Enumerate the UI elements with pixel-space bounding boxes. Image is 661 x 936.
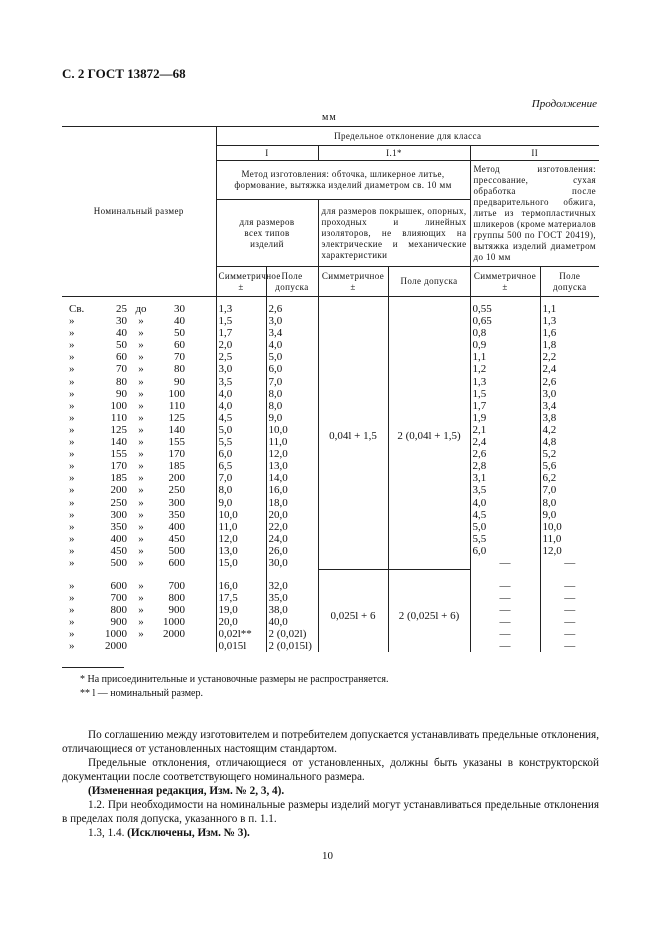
nominal-size-cell	[62, 509, 216, 521]
class-i-field-cell: 2 (0,015l)	[266, 640, 318, 652]
class-ii-sym-cell: —	[470, 616, 540, 628]
nominal-size-cell	[62, 545, 216, 557]
class-i-sym-cell: 1,3	[216, 303, 266, 315]
row-separator: »	[138, 520, 144, 533]
class-i-header: I	[216, 146, 318, 161]
class-i-sym-cell: 2,0	[216, 339, 266, 351]
class-ii-field-cell: —	[540, 616, 599, 628]
size-to: 125	[168, 411, 185, 424]
size-from: 185	[110, 472, 127, 485]
class-i-field-cell: 40,0	[266, 616, 318, 628]
unit-label: мм	[322, 112, 337, 123]
size-from: 125	[110, 423, 127, 436]
class-i-field-cell: 2,6	[266, 303, 318, 315]
row-separator: до	[135, 303, 147, 315]
size-to: 140	[168, 423, 185, 436]
class-i-sym-cell: 6,0	[216, 448, 266, 460]
class-ii-sym-cell: —	[470, 604, 540, 616]
size-to: 30	[174, 303, 185, 315]
class-i-sym-cell: 4,0	[216, 388, 266, 400]
row-separator: »	[138, 327, 144, 340]
size-to: 900	[168, 603, 185, 616]
class-i-sym-cell: 2,5	[216, 351, 266, 363]
row-prefix: »	[69, 532, 75, 545]
class-i-field-cell: 24,0	[266, 533, 318, 545]
paragraph-1-3-excluded: (Исключены, Изм. № 3).	[127, 827, 250, 839]
class-i-sym-cell: 8,0	[216, 484, 266, 496]
footnote-rule	[62, 667, 124, 668]
continuation-label: Продолжение	[531, 98, 597, 110]
size-to: 700	[168, 579, 185, 592]
nominal-size-cell	[62, 388, 216, 400]
row-separator: »	[138, 508, 144, 521]
row-prefix: »	[69, 591, 75, 604]
row-separator: »	[138, 615, 144, 628]
row-separator: »	[138, 436, 144, 449]
class-ii-sym-cell: 1,2	[470, 363, 540, 375]
class-ii-sym-cell: —	[470, 557, 540, 569]
class-i-sym-cell: 7,0	[216, 472, 266, 484]
size-to: 300	[168, 496, 185, 509]
class-i1-field-cell: 2 (0,025l + 6)	[388, 580, 470, 653]
size-from: 700	[110, 591, 127, 604]
size-from: 1000	[105, 627, 127, 640]
col-i1-field: Поле допуска	[388, 267, 470, 297]
size-from: 40	[116, 327, 127, 340]
col-ii-field: Поле допуска	[540, 267, 599, 297]
class-i-field-cell: 32,0	[266, 580, 318, 592]
class-i-sym-cell: 5,5	[216, 436, 266, 448]
class-ii-field-cell: 1,1	[540, 303, 599, 315]
size-from: 25	[116, 303, 127, 315]
size-to: 155	[168, 436, 185, 449]
class-i-field-cell: 4,0	[266, 339, 318, 351]
row-prefix: »	[69, 615, 75, 628]
class-i-sym-cell: 0,02l**	[216, 628, 266, 640]
class-i-sym-cell: 6,5	[216, 460, 266, 472]
nominal-size-cell	[62, 604, 216, 616]
row-separator: »	[138, 460, 144, 473]
size-to: 90	[174, 375, 185, 388]
class-ii-sym-cell: 1,5	[470, 388, 540, 400]
class-ii-sym-cell: 2,6	[470, 448, 540, 460]
row-prefix: »	[69, 603, 75, 616]
row-prefix: »	[69, 423, 75, 436]
class-i-sym-cell: 12,0	[216, 533, 266, 545]
col-i1-sym: Симметричное ±	[318, 267, 388, 297]
row-prefix: »	[69, 508, 75, 521]
row-separator: »	[138, 532, 144, 545]
size-to: 800	[168, 591, 185, 604]
nominal-size-cell	[62, 497, 216, 509]
class-ii-field-cell: 1,8	[540, 339, 599, 351]
row-separator: »	[138, 315, 144, 328]
row-prefix: »	[69, 351, 75, 364]
nominal-size-cell	[62, 351, 216, 363]
size-from: 155	[110, 448, 127, 461]
col-i-sym: Симметричное ±	[216, 267, 266, 297]
class-i-sym-cell: 3,0	[216, 363, 266, 375]
class-i-field-cell: 8,0	[266, 388, 318, 400]
class-ii-sym-cell: 2,4	[470, 436, 540, 448]
class-ii-field-cell: 8,0	[540, 497, 599, 509]
row-prefix: »	[69, 627, 75, 640]
class-i-sym-cell: 4,5	[216, 412, 266, 424]
class-ii-field-cell: —	[540, 580, 599, 592]
row-prefix: Св.	[69, 303, 85, 315]
size-from: 350	[110, 520, 127, 533]
page-number: 10	[322, 850, 333, 862]
size-from: 300	[110, 508, 127, 521]
class-i-sym-cell: 19,0	[216, 604, 266, 616]
nominal-size-cell	[62, 592, 216, 604]
class-ii-field-cell: 4,2	[540, 424, 599, 436]
class-i-sym-cell: 1,5	[216, 315, 266, 327]
class-i-sym-cell: 20,0	[216, 616, 266, 628]
paragraph-agreement: По соглашению между изготовителем и потребителем допускается устанавливать предельные отклонения, отличающиеся от установленных настоящим стандартом.	[62, 729, 599, 755]
row-prefix: »	[69, 472, 75, 485]
row-prefix: »	[69, 399, 75, 412]
class-ii-sym-cell: 1,9	[470, 412, 540, 424]
class-ii-field-cell: 5,6	[540, 460, 599, 472]
nominal-size-cell	[62, 640, 216, 652]
class-ii-sym-cell: 5,5	[470, 533, 540, 545]
row-prefix: »	[69, 640, 75, 653]
row-separator: »	[138, 339, 144, 352]
class-ii-sym-cell: 3,1	[470, 472, 540, 484]
size-from: 170	[110, 460, 127, 473]
size-to: 200	[168, 472, 185, 485]
size-from: 400	[110, 532, 127, 545]
class-i-sym-cell: 1,7	[216, 327, 266, 339]
body-text	[62, 728, 599, 840]
row-separator: »	[138, 579, 144, 592]
size-to: 110	[168, 399, 185, 412]
class-ii-field-cell: 1,3	[540, 315, 599, 327]
class-ii-sym-cell: 0,55	[470, 303, 540, 315]
row-prefix: »	[69, 556, 75, 569]
class-i-sym-cell: 15,0	[216, 557, 266, 569]
class-ii-sym-cell: 2,1	[470, 424, 540, 436]
class-ii-field-cell: 12,0	[540, 545, 599, 557]
row-prefix: »	[69, 411, 75, 424]
class-i-sym-cell: 3,5	[216, 376, 266, 388]
sub-all-types-header: для размеров всех типов изделий	[216, 200, 318, 267]
size-from: 110	[110, 411, 127, 424]
class-i-sym-cell: 5,0	[216, 424, 266, 436]
class-ii-field-cell: 7,0	[540, 484, 599, 496]
nominal-size-cell	[62, 616, 216, 628]
nominal-size-cell	[62, 339, 216, 351]
class-ii-sym-cell: 0,9	[470, 339, 540, 351]
class-ii-sym-cell: 4,5	[470, 509, 540, 521]
class-ii-sym-cell: 1,3	[470, 376, 540, 388]
size-to: 600	[168, 556, 185, 569]
paragraph-revision: (Измененная редакция, Изм. № 2, 3, 4).	[88, 785, 285, 797]
size-to: 185	[168, 460, 185, 473]
row-prefix: »	[69, 387, 75, 400]
method-ii-header: Метод изготовления: прессование, сухая обработка после предварительного обжига, литье из термопластичных шликеров (кроме материалов группы 500 по ГОСТ 20419), вытяжка изделий диаметром до 10 мм	[470, 161, 599, 267]
row-separator: »	[138, 603, 144, 616]
row-prefix: »	[69, 315, 75, 328]
row-prefix: »	[69, 436, 75, 449]
size-from: 800	[110, 603, 127, 616]
class-ii-field-cell: 2,6	[540, 376, 599, 388]
footnote-1: * На присоединительные и установочные размеры не распространяется.	[80, 674, 389, 685]
class-ii-sym-cell: —	[470, 580, 540, 592]
class-i-field-cell: 6,0	[266, 363, 318, 375]
size-to: 70	[174, 351, 185, 364]
class-ii-field-cell: 2,2	[540, 351, 599, 363]
table-row	[62, 580, 599, 592]
class-ii-field-cell: 9,0	[540, 509, 599, 521]
class-i-sym-cell: 11,0	[216, 521, 266, 533]
class-i-field-cell: 13,0	[266, 460, 318, 472]
row-separator: »	[138, 387, 144, 400]
class-i-field-cell: 35,0	[266, 592, 318, 604]
row-separator: »	[138, 556, 144, 569]
size-from: 90	[116, 387, 127, 400]
class-i-field-cell: 11,0	[266, 436, 318, 448]
row-prefix: »	[69, 363, 75, 376]
class-i-field-cell: 12,0	[266, 448, 318, 460]
row-prefix: »	[69, 579, 75, 592]
nominal-size-cell	[62, 580, 216, 592]
row-separator: »	[138, 411, 144, 424]
footnote-2: ** l — номинальный размер.	[80, 688, 203, 699]
row-prefix: »	[69, 448, 75, 461]
nominal-size-header: Номинальный размер	[62, 127, 216, 297]
size-from: 500	[110, 556, 127, 569]
class-i-sym-cell: 0,015l	[216, 640, 266, 652]
size-from: 30	[116, 315, 127, 328]
class-ii-field-cell: 6,2	[540, 472, 599, 484]
class-ii-field-cell: 2,4	[540, 363, 599, 375]
size-from: 140	[110, 436, 127, 449]
table-body-group-1	[62, 297, 599, 570]
nominal-size-cell	[62, 412, 216, 424]
class-ii-field-cell: —	[540, 604, 599, 616]
size-to: 400	[168, 520, 185, 533]
size-to: 60	[174, 339, 185, 352]
size-to: 350	[168, 508, 185, 521]
row-separator: »	[138, 484, 144, 497]
class-i1-header: I.1*	[318, 146, 470, 161]
row-prefix: »	[69, 339, 75, 352]
class-ii-sym-cell: 6,0	[470, 545, 540, 557]
sub-covers-header: для размеров покрышек, опорных, проходных и линейных изоляторов, не влияющих на электрические и механические характеристики	[318, 200, 470, 267]
size-from: 200	[110, 484, 127, 497]
size-from: 100	[110, 399, 127, 412]
class-ii-sym-cell: 2,8	[470, 460, 540, 472]
size-to: 500	[168, 544, 185, 557]
class-ii-sym-cell: 1,7	[470, 400, 540, 412]
class-i1-field-cell: 2 (0,04l + 1,5)	[388, 303, 470, 569]
class-i-field-cell: 14,0	[266, 472, 318, 484]
nominal-size-cell	[62, 400, 216, 412]
paragraph-deviations: Предельные отклонения, отличающиеся от установленных, должны быть указаны в конструкторской документации после соответствующего номинального размера.	[62, 757, 599, 783]
nominal-size-cell	[62, 436, 216, 448]
class-ii-field-cell: 11,0	[540, 533, 599, 545]
class-ii-field-cell: 3,4	[540, 400, 599, 412]
size-from: 60	[116, 351, 127, 364]
class-i-field-cell: 9,0	[266, 412, 318, 424]
class-ii-field-cell: 3,0	[540, 388, 599, 400]
nominal-size-cell	[62, 376, 216, 388]
row-separator: »	[138, 363, 144, 376]
row-separator: »	[138, 496, 144, 509]
table-body-group-2	[62, 569, 599, 652]
size-to: 170	[168, 448, 185, 461]
size-to: 80	[174, 363, 185, 376]
class-ii-sym-cell: —	[470, 640, 540, 652]
class-ii-field-cell: —	[540, 640, 599, 652]
class-i1-sym-cell: 0,04l + 1,5	[318, 303, 388, 569]
class-ii-sym-cell: 0,65	[470, 315, 540, 327]
size-to: 450	[168, 532, 185, 545]
size-from: 900	[110, 615, 127, 628]
class-i-field-cell: 7,0	[266, 376, 318, 388]
col-ii-sym: Симметричное ±	[470, 267, 540, 297]
row-prefix: »	[69, 496, 75, 509]
size-to: 2000	[163, 627, 185, 640]
nominal-size-cell	[62, 484, 216, 496]
class-ii-sym-cell: —	[470, 592, 540, 604]
class-i-sym-cell: 10,0	[216, 509, 266, 521]
nominal-size-cell	[62, 472, 216, 484]
class-i-sym-cell: 13,0	[216, 545, 266, 557]
class-ii-field-cell: 3,8	[540, 412, 599, 424]
size-from: 250	[110, 496, 127, 509]
size-to: 100	[168, 387, 185, 400]
class-ii-field-cell: —	[540, 592, 599, 604]
row-separator: »	[138, 544, 144, 557]
col-i-field: Поле допуска	[266, 267, 318, 297]
class-i-field-cell: 16,0	[266, 484, 318, 496]
paragraph-1-3-lead: 1.3, 1.4.	[88, 827, 125, 839]
nominal-size-cell	[62, 363, 216, 375]
nominal-size-cell	[62, 460, 216, 472]
class-ii-sym-cell: 0,8	[470, 327, 540, 339]
size-to: 1000	[163, 615, 185, 628]
class-ii-sym-cell: 1,1	[470, 351, 540, 363]
class-i-field-cell: 18,0	[266, 497, 318, 509]
method-i-header: Метод изготовления: обточка, шликерное литье, формование, вытяжка изделий диаметром св. 10 мм	[216, 161, 470, 200]
row-separator: »	[138, 351, 144, 364]
nominal-size-cell	[62, 521, 216, 533]
paragraph-1-3-1-4	[62, 826, 599, 840]
nominal-size-cell	[62, 315, 216, 327]
class-i1-sym-cell: 0,025l + 6	[318, 580, 388, 653]
row-separator: »	[138, 399, 144, 412]
class-i-field-cell: 3,4	[266, 327, 318, 339]
nominal-size-cell	[62, 533, 216, 545]
class-i-field-cell: 3,0	[266, 315, 318, 327]
class-ii-header: II	[470, 146, 599, 161]
document-header: С. 2 ГОСТ 13872—68	[62, 66, 186, 81]
size-from: 80	[116, 375, 127, 388]
class-i-field-cell: 2 (0,02l)	[266, 628, 318, 640]
nominal-size-cell	[62, 557, 216, 569]
row-separator: »	[138, 448, 144, 461]
row-separator: »	[138, 627, 144, 640]
tolerance-table	[62, 126, 599, 652]
row-separator: »	[138, 472, 144, 485]
class-i-sym-cell: 16,0	[216, 580, 266, 592]
class-i-field-cell: 22,0	[266, 521, 318, 533]
limit-deviation-header: Предельное отклонение для класса	[216, 127, 599, 146]
size-from: 600	[110, 579, 127, 592]
class-ii-field-cell: 5,2	[540, 448, 599, 460]
nominal-size-cell	[62, 424, 216, 436]
size-to: 40	[174, 315, 185, 328]
class-ii-sym-cell: —	[470, 628, 540, 640]
class-ii-field-cell: 1,6	[540, 327, 599, 339]
class-i-sym-cell: 17,5	[216, 592, 266, 604]
size-from: 450	[110, 544, 127, 557]
nominal-size-cell	[62, 327, 216, 339]
row-prefix: »	[69, 520, 75, 533]
nominal-size-cell	[62, 628, 216, 640]
size-to: 50	[174, 327, 185, 340]
paragraph-1-2: 1.2. При необходимости на номинальные размеры изделий могут устанавливаться предельные отклонения в пределах поля допуска, указанного в п. 1.1.	[62, 799, 599, 825]
class-ii-field-cell: 4,8	[540, 436, 599, 448]
size-from: 70	[116, 363, 127, 376]
class-ii-field-cell: 10,0	[540, 521, 599, 533]
class-ii-sym-cell: 3,5	[470, 484, 540, 496]
class-i-field-cell: 8,0	[266, 400, 318, 412]
size-from: 2000	[105, 640, 127, 653]
row-prefix: »	[69, 544, 75, 557]
row-separator: »	[138, 423, 144, 436]
size-from: 50	[116, 339, 127, 352]
nominal-size-cell	[62, 303, 216, 315]
class-i-field-cell: 20,0	[266, 509, 318, 521]
class-i-field-cell: 10,0	[266, 424, 318, 436]
row-prefix: »	[69, 375, 75, 388]
class-i-sym-cell: 9,0	[216, 497, 266, 509]
row-separator: »	[138, 375, 144, 388]
class-i-field-cell: 26,0	[266, 545, 318, 557]
class-ii-field-cell: —	[540, 557, 599, 569]
class-ii-sym-cell: 4,0	[470, 497, 540, 509]
row-prefix: »	[69, 327, 75, 340]
size-to: 250	[168, 484, 185, 497]
class-i-field-cell: 38,0	[266, 604, 318, 616]
class-i-field-cell: 5,0	[266, 351, 318, 363]
table-row	[62, 303, 599, 315]
class-i-sym-cell: 4,0	[216, 400, 266, 412]
nominal-size-cell	[62, 448, 216, 460]
row-prefix: »	[69, 460, 75, 473]
class-i-field-cell: 30,0	[266, 557, 318, 569]
class-ii-sym-cell: 5,0	[470, 521, 540, 533]
class-ii-field-cell: —	[540, 628, 599, 640]
row-separator: »	[138, 591, 144, 604]
row-prefix: »	[69, 484, 75, 497]
